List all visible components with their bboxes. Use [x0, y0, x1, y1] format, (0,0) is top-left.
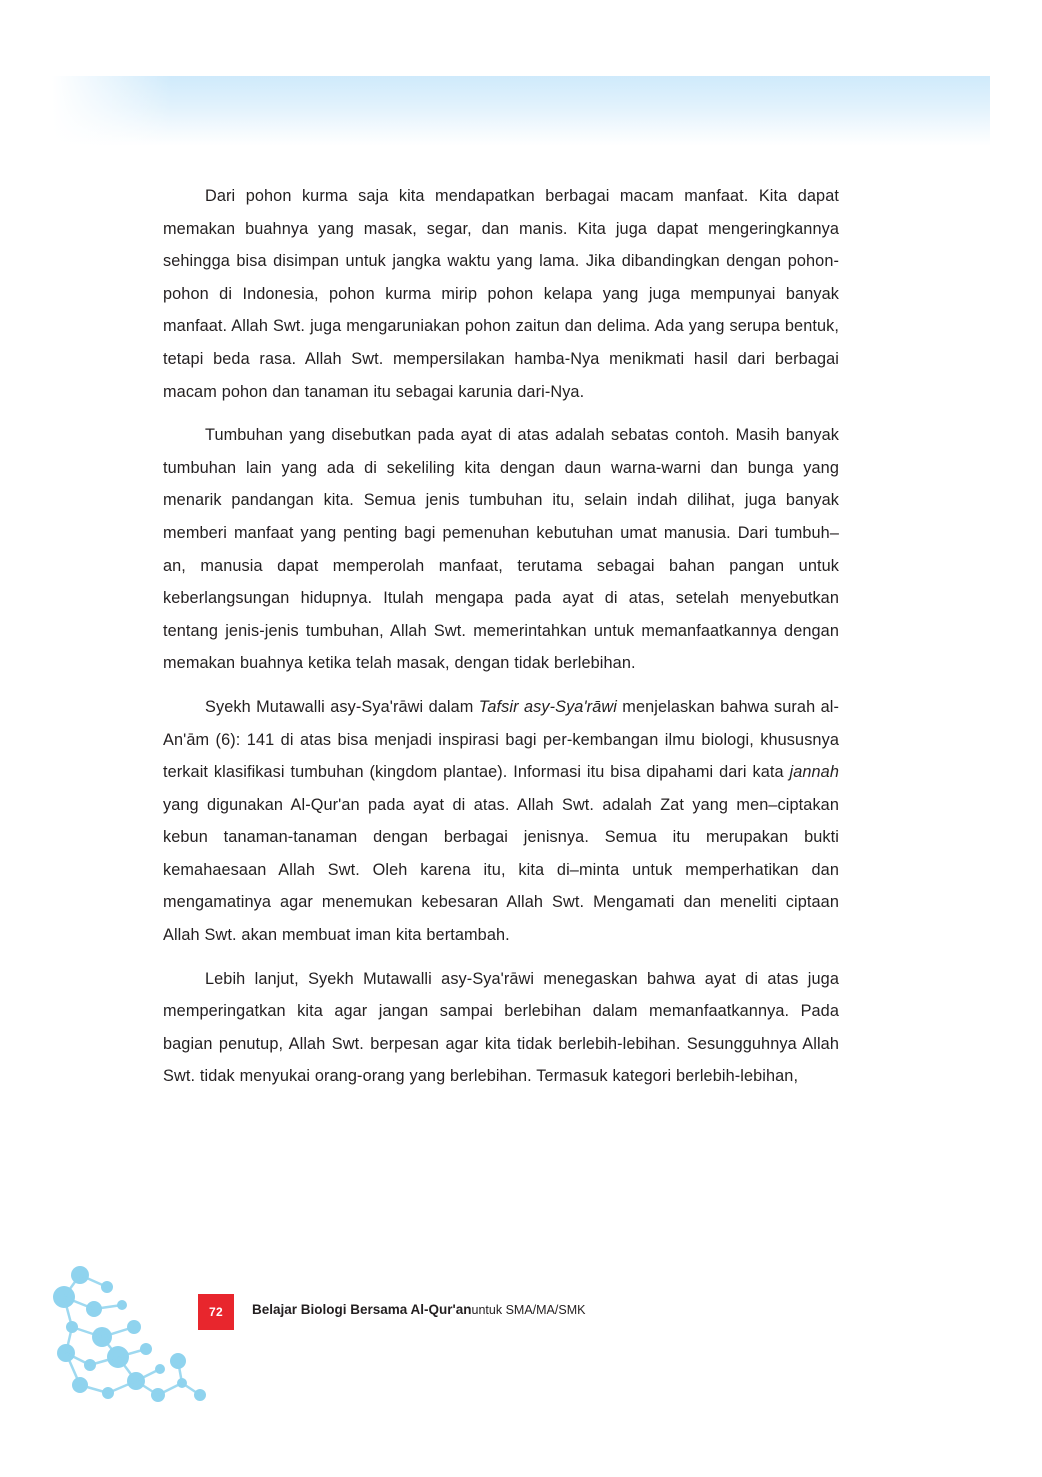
molecule-decoration-icon: [50, 1261, 250, 1411]
paragraph-3-segment-1: Syekh Mutawalli asy-Sya'rāwi dalam: [205, 697, 479, 716]
footer-book-subtitle: untuk SMA/MA/SMK: [471, 1303, 586, 1317]
page-body-text: [163, 180, 839, 1093]
paragraph-3-italic-title: Tafsir asy-Sya'rāwi: [478, 697, 617, 716]
page-footer: [50, 1261, 586, 1411]
footer-book-title: Belajar Biologi Bersama Al-Qur'an: [252, 1302, 472, 1317]
paragraph-2: Tumbuhan yang disebutkan pada ayat di atas adalah sebatas contoh. Masih banyak tumbuhan lain yang ada di sekeliling kita dengan daun warna-warni dan bunga yang menarik pandangan kita. Semua jenis tumbuhan itu, selain indah dilihat, juga banyak memberi manfaat yang penting bagi pemenuhan kebutuhan umat manusia. Dari tumbuh–an, manusia dapat memperolah manfaat, terutama sebagai bahan pangan untuk keberlangsungan hidupnya. Itulah mengapa pada ayat di atas, setelah menyebutkan tentang jenis-jenis tumbuhan, Allah Swt. memerintahkan untuk memanfaatkannya dengan memakan buahnya ketika telah masak, dengan tidak berlebihan.: [163, 426, 839, 673]
page-number-badge: [198, 1294, 234, 1330]
paragraph-3-segment-3: yang digunakan Al-Qur'an pada ayat di atas. Allah Swt. adalah Zat yang men–ciptakan kebun tanaman-tanaman dengan berbagai jenisnya. Semua itu merupakan bukti kemahaesaan Allah Swt. Oleh karena itu, kita di–minta untuk memperhatikan dan mengamatinya agar menemukan kebesaran Allah Swt. Mengamati dan meneliti ciptaan Allah Swt. akan membuat iman kita bertambah.: [163, 795, 839, 945]
paragraph-1: Dari pohon kurma saja kita mendapatkan berbagai macam manfaat. Kita dapat memakan buahnya yang masak, segar, dan manis. Kita juga dapat mengeringkannya sehingga bisa disimpan untuk jangka waktu yang lama. Jika dibandingkan dengan pohon-pohon di Indonesia, pohon kurma mirip pohon kelapa yang juga mempunyai banyak manfaat. Allah Swt. juga mengaruniakan pohon zaitun dan delima. Ada yang serupa bentuk, tetapi beda rasa. Allah Swt. mempersilakan hamba-Nya menikmati hasil dari berbagai macam pohon dan tanaman itu sebagai karunia dari-Nya.: [163, 187, 839, 401]
header-band-left-fade: [52, 76, 172, 146]
page-number: 72: [209, 1305, 223, 1319]
paragraph-4: Lebih lanjut, Syekh Mutawalli asy-Sya'rāwi menegaskan bahwa ayat di atas juga memperingatkan kita agar jangan sampai berlebihan dalam memanfaatkannya. Pada bagian penutup, Allah Swt. berpesan agar kita tidak berlebih-lebihan. Sesungguhnya Allah Swt. tidak menyukai orang-orang yang berlebihan. Termasuk kategori berlebih-lebihan,: [163, 969, 839, 1086]
header-gradient-band: [52, 76, 990, 146]
paragraph-3-segment-2: menjelaskan bahwa surah al-An'ām (6): 141 di atas bisa menjadi inspirasi bagi per-kembangan ilmu biologi, khususnya terkait klasifikasi tumbuhan (kingdom plantae). Informasi itu bisa dipahami dari kata: [163, 697, 839, 782]
paragraph-3-italic-term: jannah: [789, 763, 839, 782]
paragraph-3: [163, 691, 839, 952]
footer-caption: [252, 1302, 585, 1317]
